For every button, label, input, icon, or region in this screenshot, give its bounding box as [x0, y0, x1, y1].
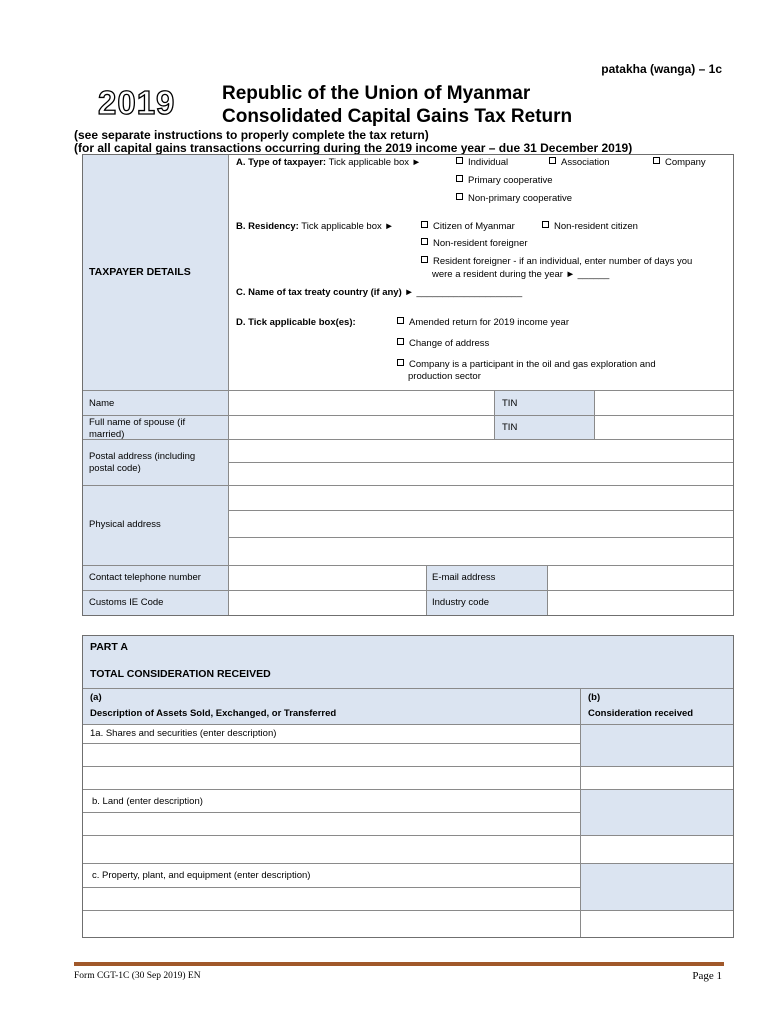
physical-address-label: Physical address	[89, 519, 161, 530]
row-1a-description-input-1[interactable]	[84, 744, 579, 766]
tick-applicable-boxes-label: D. Tick applicable box(es):	[236, 317, 356, 328]
row-1a-consideration-input[interactable]	[581, 725, 733, 766]
checkbox-non-primary-cooperative[interactable]: Non-primary cooperative	[456, 193, 572, 205]
taxpayer-details-label: TAXPAYER DETAILS	[89, 266, 191, 278]
customs-code-input[interactable]	[229, 591, 425, 615]
spouse-input[interactable]	[229, 416, 493, 439]
checkbox-amended-return[interactable]: Amended return for 2019 income year	[397, 317, 569, 329]
column-b-label: (b)	[588, 692, 601, 703]
telephone-input[interactable]	[229, 566, 425, 590]
spouse-tin-label: TIN	[502, 422, 518, 433]
form-code: patakha (wanga) – 1c	[601, 62, 722, 76]
residency-label: B. Residency: Tick applicable box ►	[236, 221, 394, 232]
instructions-line-1: (see separate instructions to properly complete the tax return)	[74, 128, 429, 142]
footer-form-id: Form CGT-1C (30 Sep 2019) EN	[74, 971, 201, 981]
footer-divider	[74, 962, 724, 966]
checkbox-oil-gas-participant[interactable]: Company is a participant in the oil and gas exploration and	[397, 359, 656, 371]
checkbox-individual[interactable]: Individual	[456, 157, 508, 169]
checkbox-non-resident-citizen[interactable]: Non-resident citizen	[542, 221, 638, 233]
checkbox-change-of-address[interactable]: Change of address	[397, 338, 489, 350]
row-b-description-input-2[interactable]	[84, 836, 579, 863]
checkbox-citizen-of-myanmar[interactable]: Citizen of Myanmar	[421, 221, 515, 233]
tax-treaty-country-field[interactable]: ► ____________________	[404, 287, 523, 298]
part-a-subtitle: TOTAL CONSIDERATION RECEIVED	[90, 668, 271, 680]
column-a-label: (a)	[90, 692, 102, 703]
spouse-label: Full name of spouse (if married)	[89, 417, 186, 440]
row-1a-label: 1a. Shares and securities (enter description)	[90, 728, 277, 739]
checkbox-company[interactable]: Company	[653, 157, 706, 169]
customs-code-label: Customs IE Code	[89, 597, 164, 608]
name-input[interactable]	[229, 391, 493, 415]
name-label: Name	[89, 398, 115, 409]
row-c-consideration-input[interactable]	[581, 864, 733, 910]
checkbox-association[interactable]: Association	[549, 157, 610, 169]
row-b-consideration-input[interactable]	[581, 790, 733, 835]
checkbox-resident-foreigner[interactable]: Resident foreigner - if an individual, enter number of days you	[421, 256, 692, 268]
physical-address-input[interactable]	[229, 486, 733, 565]
tin-label: TIN	[502, 398, 518, 409]
tin-input[interactable]	[595, 391, 733, 415]
email-label: E-mail address	[432, 572, 496, 583]
industry-code-input[interactable]	[548, 591, 733, 615]
title-line-1: Republic of the Union of Myanmar	[222, 83, 531, 104]
postal-address-label: Postal address (including postal code)	[89, 451, 196, 474]
column-a-description: Description of Assets Sold, Exchanged, or Transferred	[90, 708, 337, 719]
row-b-description-input-1[interactable]	[84, 813, 579, 835]
row-b-label: b. Land (enter description)	[92, 796, 203, 807]
oil-gas-label-cont: production sector	[408, 371, 481, 382]
checkbox-primary-cooperative[interactable]: Primary cooperative	[456, 175, 552, 187]
tax-treaty-country-label: C. Name of tax treaty country (if any) ► ____________________	[236, 287, 523, 298]
industry-code-label: Industry code	[432, 597, 490, 608]
form-year: 2019	[98, 84, 176, 121]
type-of-taxpayer-label: A. Type of taxpayer: Tick applicable box ►	[236, 157, 422, 168]
column-b-description: Consideration received	[588, 708, 694, 719]
row-c-label: c. Property, plant, and equipment (enter description)	[92, 870, 311, 881]
instructions-line-2: (for all capital gains transactions occurring during the 2019 income year – due 31 December 2019)	[74, 141, 633, 155]
title-line-2: Consolidated Capital Gains Tax Return	[222, 106, 573, 127]
postal-address-input[interactable]	[229, 440, 733, 485]
part-a-title: PART A	[90, 641, 128, 653]
row-c-description-input-1[interactable]	[84, 888, 579, 910]
row-c-description-input-2[interactable]	[84, 911, 579, 937]
email-input[interactable]	[548, 566, 733, 590]
resident-days-field[interactable]: were a resident during the year ► ______	[432, 269, 610, 280]
telephone-label: Contact telephone number	[89, 572, 201, 583]
spouse-tin-input[interactable]	[595, 416, 733, 439]
footer-page-number: Page 1	[692, 970, 722, 982]
row-1a-description-input-2[interactable]	[84, 767, 579, 789]
checkbox-non-resident-foreigner[interactable]: Non-resident foreigner	[421, 238, 528, 250]
